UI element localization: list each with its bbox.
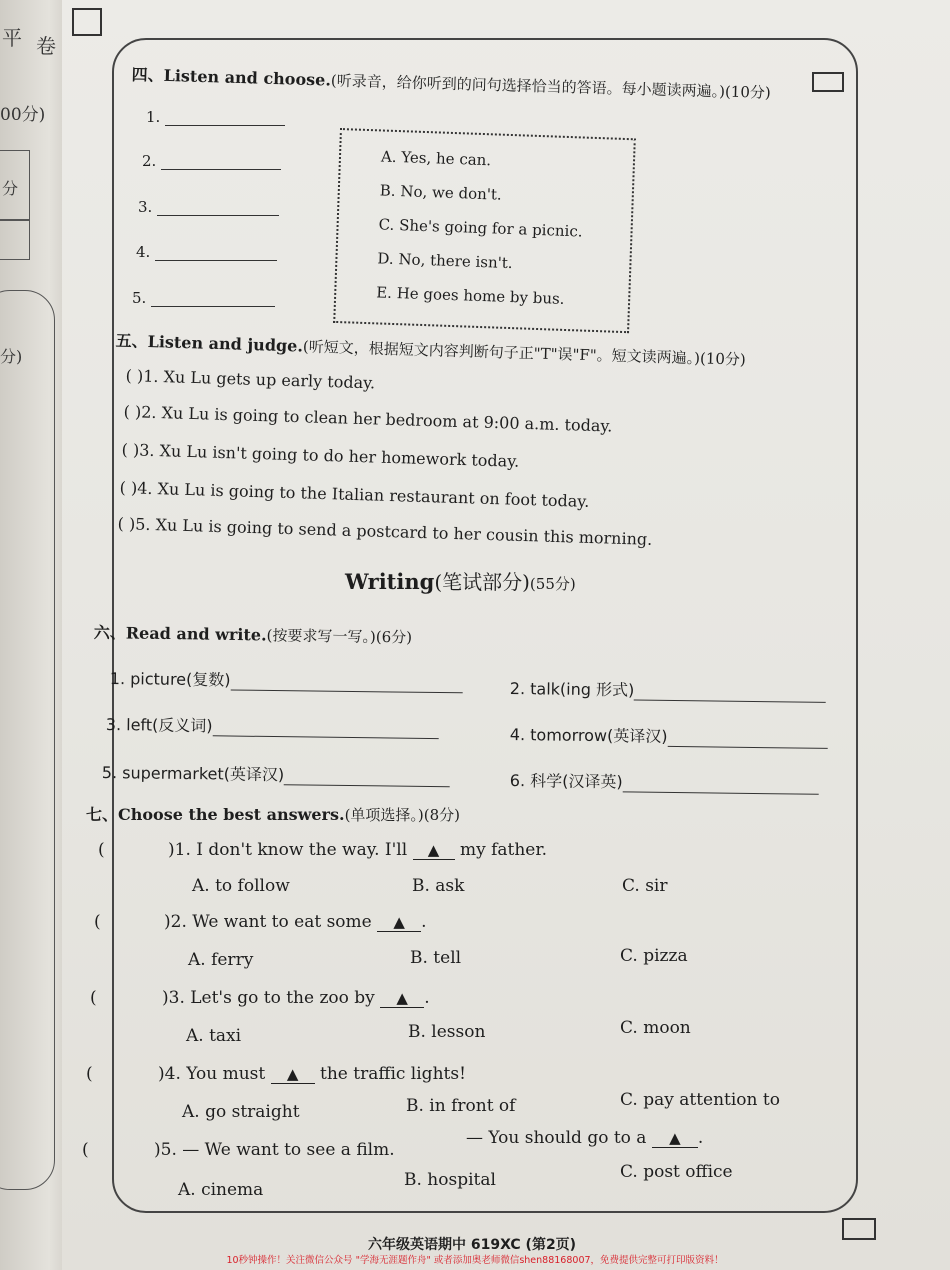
answer-option: B. No, we don't.: [379, 181, 503, 204]
blank-marker: ▲: [413, 841, 455, 860]
section7-title-en: 七、Choose the best answers.: [86, 805, 345, 824]
read-write-prompt: 4. tomorrow(英译汉): [509, 724, 668, 746]
read-write-item[interactable]: [106, 712, 439, 739]
choice-c[interactable]: C. pizza: [620, 946, 688, 966]
judge-item[interactable]: ( )2. Xu Lu is going to clean her bedroom at 9:00 a.m. today.: [123, 402, 613, 436]
choice-b[interactable]: B. ask: [412, 876, 465, 896]
question-text: )3. Let's go to the zoo by: [162, 988, 375, 1008]
choice-a[interactable]: A. go straight: [182, 1102, 300, 1122]
choose-answer-line[interactable]: [138, 198, 279, 216]
choice-c[interactable]: C. moon: [620, 1018, 691, 1038]
judge-item[interactable]: ( )4. Xu Lu is going to the Italian restaurant on foot today.: [119, 478, 590, 511]
read-write-prompt: 3. left(反义词): [105, 714, 213, 736]
read-write-item[interactable]: [110, 666, 463, 693]
choose-answer-line[interactable]: [142, 152, 281, 170]
question-text: )2. We want to eat some: [164, 912, 372, 932]
read-write-item[interactable]: [510, 676, 827, 703]
judge-item[interactable]: ( )5. Xu Lu is going to send a postcard to her cousin this morning.: [117, 514, 653, 549]
choice-c[interactable]: C. pay attention to: [620, 1090, 780, 1110]
read-write-item[interactable]: [102, 760, 451, 787]
question-1: [168, 840, 547, 860]
item-number: 3.: [138, 198, 153, 216]
answer-paren[interactable]: (: [98, 840, 105, 860]
question-text: )5. — We want to see a film.: [154, 1140, 395, 1160]
answer-paren[interactable]: (: [82, 1140, 89, 1160]
question-5: [154, 1140, 395, 1160]
answer-paren[interactable]: (: [94, 912, 101, 932]
choice-a[interactable]: A. cinema: [178, 1180, 264, 1200]
answer-option: D. No, there isn't.: [377, 249, 513, 273]
read-write-item[interactable]: [510, 722, 828, 749]
judge-item[interactable]: ( )3. Xu Lu isn't going to do her homework today.: [121, 440, 520, 471]
choice-b[interactable]: B. in front of: [406, 1096, 516, 1116]
item-number: 2.: [142, 152, 157, 170]
choice-c[interactable]: C. post office: [620, 1162, 733, 1182]
left-page-char: 卷: [36, 34, 56, 58]
choose-answer-line[interactable]: [146, 108, 285, 126]
choice-a[interactable]: A. ferry: [188, 950, 254, 970]
question-text: .: [424, 988, 430, 1008]
left-page-score: 分: [2, 179, 19, 198]
question-5-response: [466, 1128, 703, 1148]
answer-paren[interactable]: (: [90, 988, 97, 1008]
read-write-prompt: 5. supermarket(英译汉): [101, 762, 285, 785]
question-text: .: [421, 912, 427, 932]
answer-options-box: [333, 128, 636, 333]
question-3: [162, 988, 430, 1008]
corner-square-top-left: [72, 8, 102, 36]
blank-marker: ▲: [377, 913, 421, 932]
writing-title-en: Writing: [345, 569, 435, 594]
blank-marker: ▲: [271, 1065, 315, 1084]
left-page-edge: [0, 0, 70, 1270]
page-footer: 六年级英语期中 619XC (第2页): [368, 1237, 577, 1253]
choose-answer-line[interactable]: [132, 289, 275, 307]
judge-item[interactable]: ( )1. Xu Lu gets up early today.: [125, 366, 376, 393]
item-number: 4.: [136, 243, 151, 261]
question-text: .: [697, 1128, 704, 1148]
choice-c[interactable]: C. sir: [622, 876, 668, 896]
question-text: )1. I don't know the way. I'll: [168, 840, 408, 860]
section6-title-en: 六、Read and write.: [93, 622, 267, 645]
read-write-prompt: 1. picture(复数): [109, 668, 231, 690]
left-page-score: 分): [0, 347, 23, 366]
promo-watermark: 10秒钟操作！关注微信公众号 "学海无涯题作舟" 或者添加奥老师微信shen88168007，免费提供完整可打印版资料！: [226, 1255, 724, 1266]
question-text: the traffic lights!: [320, 1064, 466, 1084]
writing-title-cn: (笔试部分): [434, 570, 530, 594]
section6-instruction: (按要求写一写。)(6分): [266, 626, 413, 647]
writing-points: (55分): [529, 575, 576, 593]
section7-instruction: (单项选择。)(8分): [344, 806, 461, 824]
blank-marker: ▲: [380, 989, 424, 1008]
choose-answer-line[interactable]: [136, 243, 277, 261]
section5-instruction: (听短文，根据短文内容判断句子正"T"误"F"。短文读两遍。)(10分): [302, 337, 747, 369]
question-4: [158, 1064, 466, 1084]
section4-title-en: 四、Listen and choose.: [131, 64, 332, 90]
choice-b[interactable]: B. hospital: [404, 1170, 496, 1190]
read-write-prompt: 2. talk(ing 形式): [509, 678, 635, 700]
item-number: 5.: [132, 289, 147, 307]
choice-b[interactable]: B. lesson: [408, 1022, 486, 1042]
left-page-char: 平: [2, 26, 22, 50]
section5-title-en: 五、Listen and judge.: [115, 330, 304, 356]
answer-option: A. Yes, he can.: [380, 147, 492, 170]
left-page-score: 00分): [0, 105, 46, 125]
question-2: [164, 912, 427, 932]
question-text: — You should go to a: [466, 1128, 647, 1148]
choice-a[interactable]: A. to follow: [192, 876, 290, 896]
read-write-item[interactable]: [510, 768, 819, 795]
section6-title: [94, 620, 413, 647]
choice-a[interactable]: A. taxi: [186, 1026, 242, 1046]
item-number: 1.: [146, 108, 161, 126]
question-text: )4. You must: [158, 1064, 266, 1084]
section7-title: [86, 802, 460, 825]
left-page-frame: [0, 290, 55, 1190]
blank-marker: ▲: [652, 1129, 698, 1148]
writing-heading: [345, 566, 576, 595]
choice-b[interactable]: B. tell: [410, 948, 462, 968]
left-page-score-box: [0, 220, 30, 260]
read-write-prompt: 6. 科学(汉译英): [509, 770, 623, 792]
section4-instruction: (听录音，给你听到的问句选择恰当的答语。每小题读两遍。)(10分): [330, 71, 771, 102]
corner-square-bottom-right: [842, 1218, 876, 1240]
question-text: my father.: [459, 840, 548, 860]
answer-option: C. She's going for a picnic.: [378, 215, 583, 241]
answer-paren[interactable]: (: [86, 1064, 93, 1084]
answer-option: E. He goes home by bus.: [375, 283, 565, 308]
